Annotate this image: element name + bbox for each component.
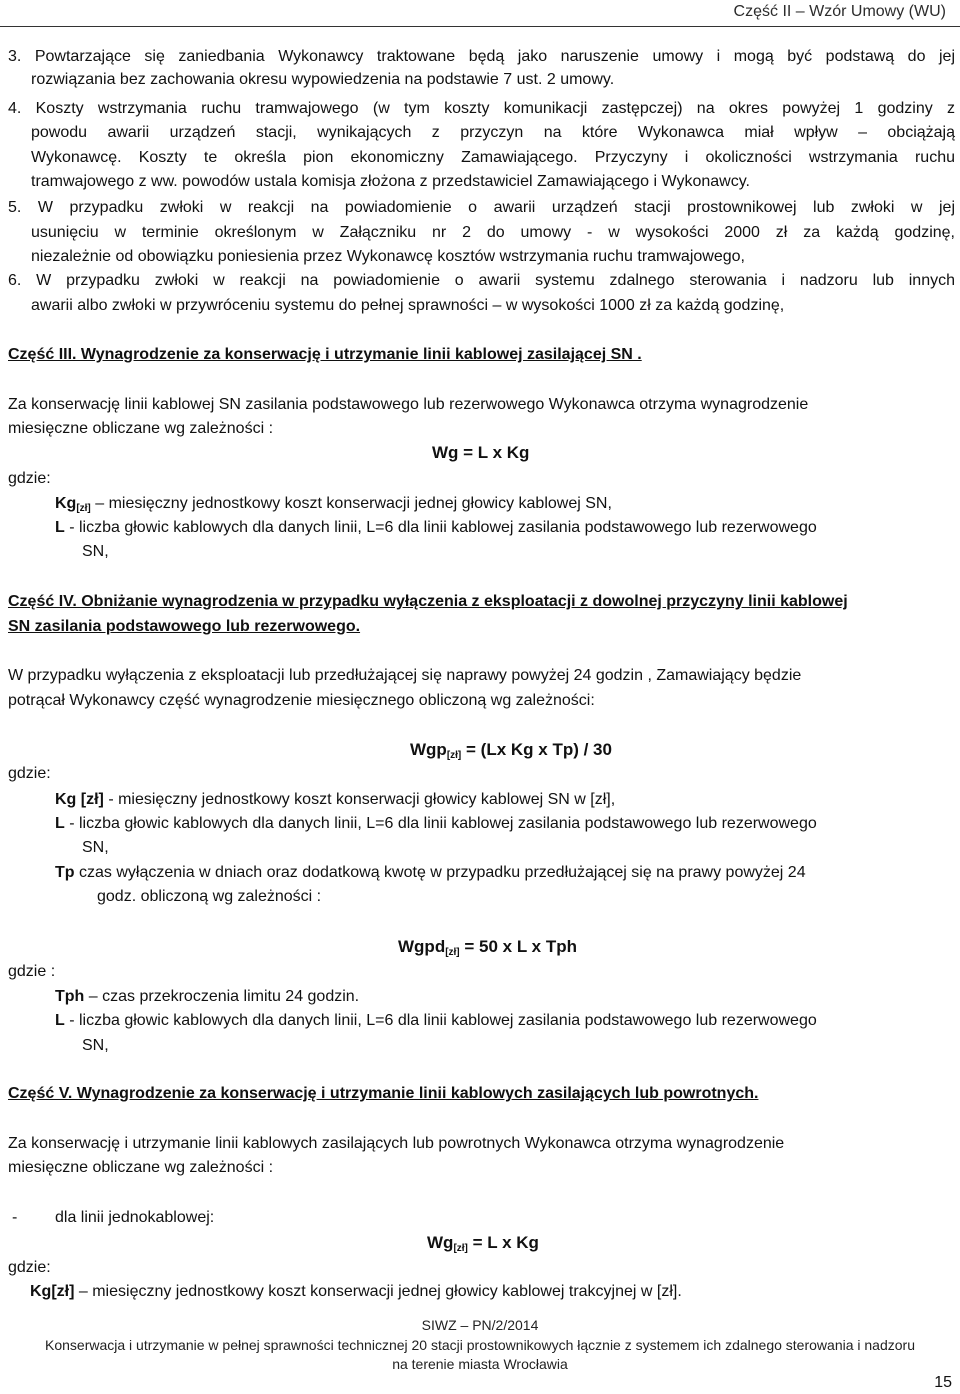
- formula-wgpd: [398, 935, 577, 964]
- point-6-line-2: awarii albo zwłoki w przywróceniu systemu do pełnej sprawności – w wysokości 1000 zł za każdą godzinę,: [31, 297, 785, 314]
- tp-symbol: Tp: [55, 864, 75, 881]
- wgp-expression: = (Lx Kg x Tp) / 30: [461, 740, 612, 759]
- kg-unit: [zł]: [76, 503, 91, 514]
- footer-title: Konserwacja i utrzymanie w pełnej sprawności technicznej 20 stacji prostownikowych łącznie z systemem ich zdalnego sterowania i nadzoru: [45, 1337, 915, 1353]
- tph-definition: [55, 985, 359, 1008]
- s4-l-definition-cont: SN,: [82, 839, 109, 856]
- list-dash: -: [12, 1209, 18, 1226]
- section-4-title-line-1: Część IV. Obniżanie wynagrodzenia w przypadku wyłączenia z eksploatacji z dowolnej przyczyny linii kablowej: [8, 593, 848, 610]
- s5-kg-symbol: Kg[zł]: [30, 1283, 75, 1300]
- wgpd-symbol: Wgpd: [398, 937, 446, 956]
- wgp-symbol: Wgp: [410, 740, 447, 759]
- point-4-line-2: powodu awarii urządzeń stacji, wynikających z przyczyn na które Wykonawca miał wpływ – obciążają: [31, 124, 955, 141]
- wgpd-expression: = 50 x L x Tph: [459, 937, 577, 956]
- s4-l2-text: - liczba głowic kablowych dla danych linii, L=6 dla linii kablowej zasilania podstawowego lub rezerwowego: [64, 1012, 817, 1029]
- point-3-line-2: rozwiązania bez zachowania okresu wypowiedzenia na podstawie 7 ust. 2 umowy.: [31, 71, 615, 88]
- tph-text: – czas przekroczenia limitu 24 godzin.: [84, 988, 360, 1005]
- s4-l-definition: [55, 812, 817, 835]
- l-definition: [55, 516, 817, 539]
- footer-location: na terenie miasta Wrocławia: [392, 1356, 568, 1372]
- wg-single-symbol: Wg: [427, 1233, 454, 1252]
- tp-text: czas wyłączenia w dniach oraz dodatkową kwotę w przypadku przedłużającej się na prawy powyżej 24: [74, 864, 806, 881]
- point-5-line-2: usunięciu w terminie określonym w Załączniku nr 2 do umowy - w wysokości 2000 zł za każdą godzinę,: [31, 224, 955, 241]
- l-definition-cont: SN,: [82, 543, 109, 560]
- kg-symbol: Kg: [55, 495, 77, 512]
- point-5-line-1: 5. W przypadku zwłoki w reakcji na powiadomienie o awarii urządzeń stacji prostownikowej lub zwłoki w jej: [8, 199, 955, 216]
- s4-l-text: - liczba głowic kablowych dla danych linii, L=6 dla linii kablowej zasilania podstawowego lub rezerwowego: [64, 815, 817, 832]
- section-5-title: Część V. Wynagrodzenie za konserwację i utrzymanie linii kablowych zasilających lub powrotnych.: [8, 1085, 759, 1102]
- s4-l2-symbol: L: [55, 1012, 65, 1029]
- s4-kg-text: - miesięczny jednostkowy koszt konserwacji głowicy kablowej SN w [zł],: [103, 791, 616, 808]
- where-label-2: gdzie:: [8, 765, 51, 782]
- footer-ref: SIWZ – PN/2/2014: [421, 1317, 539, 1333]
- s4-kg-symbol: Kg [zł]: [55, 791, 104, 808]
- s5-kg-text: – miesięczny jednostkowy koszt konserwacji jednej głowicy kablowej trakcyjnej w [zł].: [74, 1283, 682, 1300]
- formula-wg: Wg = L x Kg: [432, 443, 530, 462]
- s4-l-symbol: L: [55, 815, 65, 832]
- s4-kg-definition: [55, 788, 615, 811]
- header-divider: [0, 26, 960, 27]
- tp-definition-cont: godz. obliczoną wg zależności :: [97, 888, 322, 905]
- wg-single-expression: = L x Kg: [467, 1233, 539, 1252]
- section-3-para-line-2: miesięczne obliczane wg zależności :: [8, 420, 274, 437]
- formula-wgp: [410, 738, 612, 767]
- section-4-title-line-2: SN zasilania podstawowego lub rezerwowego.: [8, 618, 361, 635]
- point-5-line-3: niezależnie od obowiązku poniesienia przez Wykonawcę kosztów wstrzymania ruchu tramwajowego,: [31, 248, 745, 265]
- point-3-line-1: 3. Powtarzające się zaniedbania Wykonawcy traktowane będą jako naruszenie umowy i mogą być podstawą do jej: [8, 48, 955, 65]
- section-5-para-line-2: miesięczne obliczane wg zależności :: [8, 1159, 274, 1176]
- wg-single-unit: [zł]: [453, 1243, 468, 1254]
- point-6-line-1: 6. W przypadku zwłoki w reakcji na powiadomienie o awarii systemu zdalnego sterowania i nadzoru lub innych: [8, 272, 955, 289]
- list-item-single-cable: dla linii jednokablowej:: [55, 1209, 215, 1226]
- page-number: 15: [934, 1374, 952, 1391]
- s5-kg-definition: [30, 1280, 682, 1303]
- s4-l-definition-2: [55, 1009, 817, 1032]
- tph-symbol: Tph: [55, 988, 85, 1005]
- section-5-para-line-1: Za konserwację i utrzymanie linii kablowych zasilających lub powrotnych Wykonawca otrzyma wynagrodzenie: [8, 1135, 785, 1152]
- page-header: Część II – Wzór Umowy (WU): [733, 3, 946, 20]
- kg-text: – miesięczny jednostkowy koszt konserwacji jednej głowicy kablowej SN,: [90, 495, 612, 512]
- wgp-unit: [zł]: [446, 750, 462, 761]
- point-4-line-4: tramwajowego z ww. powodów ustala komisja złożona z przedstawiciel Zamawiającego i Wykonawcy.: [31, 173, 750, 190]
- section-4-para-line-1: W przypadku wyłączenia z eksploatacji lub przedłużającej się naprawy powyżej 24 godzin , Zamawiający będzie: [8, 667, 802, 684]
- l-text: - liczba głowic kablowych dla danych linii, L=6 dla linii kablowej zasilania podstawowego lub rezerwowego: [64, 519, 817, 536]
- l-symbol: L: [55, 519, 65, 536]
- tp-definition: [55, 861, 806, 884]
- wgpd-unit: [zł]: [445, 947, 460, 958]
- point-4-line-3: Wykonawcę. Koszty te określa pion ekonomiczny Zamawiającego. Przyczyny i okoliczności wstrzymania ruchu: [31, 149, 955, 166]
- section-4-para-line-2: potrącał Wykonawcy część wynagrodzenie miesięcznego obliczoną wg zależności:: [8, 692, 595, 709]
- section-3-para-line-1: Za konserwację linii kablowej SN zasilania podstawowego lub rezerwowego Wykonawca otrzyma wynagrodzenie: [8, 396, 809, 413]
- where-label-3: gdzie :: [8, 963, 56, 980]
- point-4-line-1: 4. Koszty wstrzymania ruchu tramwajowego (w tym koszty komunikacji zastępczej) na okres powyżej 1 godziny z: [8, 100, 955, 117]
- section-3-title: Część III. Wynagrodzenie za konserwację i utrzymanie linii kablowej zasilającej SN .: [8, 346, 642, 363]
- where-label: gdzie:: [8, 470, 51, 487]
- formula-wg-single: [427, 1231, 539, 1260]
- where-label-4: gdzie:: [8, 1259, 51, 1276]
- s4-l-definition-2-cont: SN,: [82, 1037, 109, 1054]
